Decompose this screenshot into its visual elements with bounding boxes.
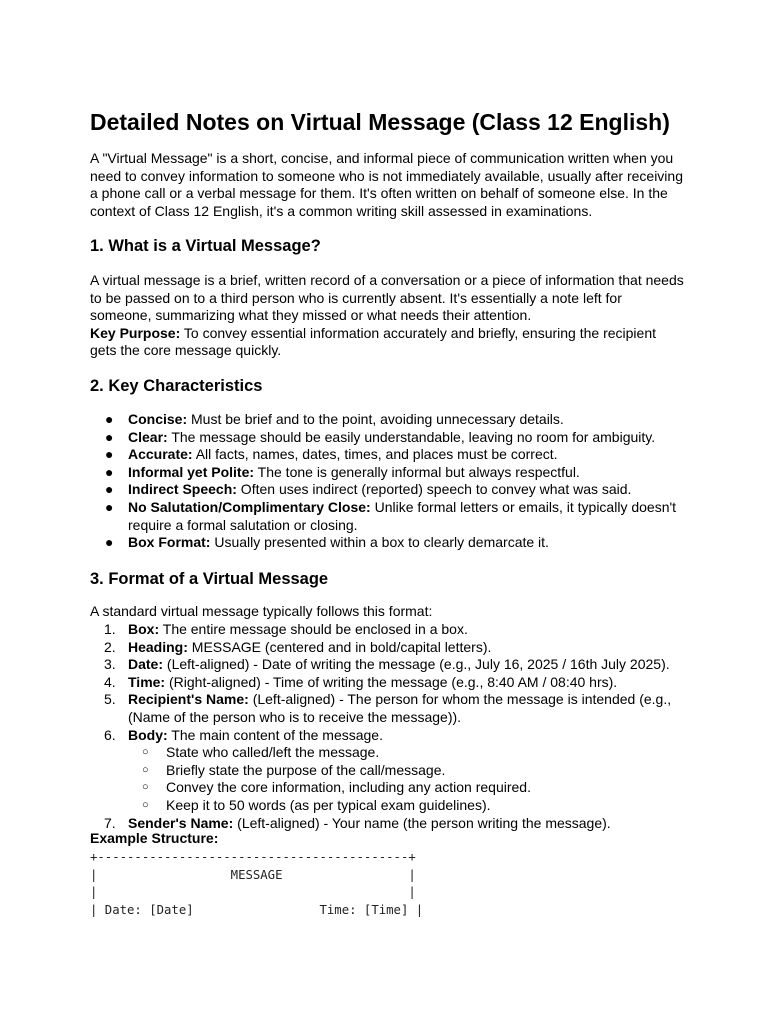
section-heading-format: 3. Format of a Virtual Message bbox=[90, 570, 329, 588]
step-number: 3. bbox=[104, 656, 116, 673]
sub-item-text: State who called/left the message. bbox=[166, 744, 380, 761]
format-steps-list bbox=[90, 621, 690, 832]
characteristics-list bbox=[90, 411, 690, 552]
list-item bbox=[90, 411, 690, 429]
step-label: Date: bbox=[128, 656, 164, 673]
example-structure-label: Example Structure: bbox=[90, 830, 219, 846]
item-text: Unlike formal letters or emails, it typically doesn't require a formal salutation or closing. bbox=[128, 498, 677, 533]
step-number: 4. bbox=[104, 673, 116, 690]
step-number: 1. bbox=[104, 621, 116, 637]
item-text: The tone is generally informal but always respectful. bbox=[254, 463, 580, 480]
intro-paragraph: A "Virtual Message" is a short, concise, and informal piece of communication written when you need to convey information to someone who is not immediately available, usually after receiving a phone call or a verbal message for them. It's often written on behalf of someone else. In the context of Class 12 English, it's a common writing skill assessed in examinations. bbox=[90, 150, 683, 219]
step-label: Box: bbox=[128, 621, 160, 637]
sub-item-text: Convey the core information, including any action required. bbox=[166, 779, 531, 796]
list-item bbox=[90, 639, 690, 657]
sub-item-text: Keep it to 50 words (as per typical exam guidelines). bbox=[166, 796, 491, 813]
list-item bbox=[90, 464, 690, 482]
list-item bbox=[90, 499, 690, 534]
key-purpose-label: Key Purpose: bbox=[90, 324, 181, 341]
format-intro: A standard virtual message typically follows this format: bbox=[90, 603, 433, 619]
section-what-is-body bbox=[90, 272, 685, 360]
list-item bbox=[90, 691, 690, 726]
item-text: Often uses indirect (reported) speech to convey what was said. bbox=[236, 481, 632, 498]
step-text: MESSAGE (centered and in bold/capital letters). bbox=[187, 638, 492, 655]
list-item bbox=[90, 727, 690, 815]
item-text: The message should be easily understandable, leaving no room for ambiguity. bbox=[167, 428, 656, 445]
sub-list-item bbox=[128, 744, 690, 762]
page-title: Detailed Notes on Virtual Message (Class 12 English) bbox=[90, 109, 670, 135]
step-label: Sender's Name: bbox=[128, 814, 234, 831]
circle-bullet-icon: ○ bbox=[142, 763, 149, 776]
example-message-box: +------------------------------------------+ | MESSAGE | | | | Date: [Date] Time: [Time] | bbox=[90, 850, 424, 918]
step-text: (Left-aligned) - The person for whom the message is intended (e.g., (Name of the person who is to receive the message)). bbox=[128, 691, 672, 725]
step-text: (Left-aligned) - Date of writing the message (e.g., July 16, 2025 / 16th July 2025). bbox=[163, 656, 670, 673]
step-label: Time: bbox=[128, 673, 166, 690]
step-number: 6. bbox=[104, 726, 116, 743]
item-label: Box Format: bbox=[128, 534, 211, 551]
item-label: Indirect Speech: bbox=[128, 481, 237, 498]
section-heading-characteristics: 2. Key Characteristics bbox=[90, 377, 263, 395]
step-label: Body: bbox=[128, 726, 168, 743]
list-item bbox=[90, 621, 690, 639]
step-label: Recipient's Name: bbox=[128, 691, 249, 708]
step-number: 2. bbox=[104, 638, 116, 655]
bullet-icon: ● bbox=[105, 534, 114, 551]
step-text: (Left-aligned) - Your name (the person writing the message). bbox=[233, 814, 611, 831]
what-is-text: A virtual message is a brief, written record of a conversation or a piece of information that needs to be passed on to a third person who is currently absent. It's essentially a note left for someone, summarizing what they missed or what needs their attention. bbox=[90, 272, 684, 324]
step-number: 5. bbox=[104, 691, 116, 708]
body-subitems-list bbox=[128, 744, 690, 814]
bullet-icon: ● bbox=[105, 481, 114, 498]
key-purpose-text: To convey essential information accurately and briefly, ensuring the recipient gets the core message quickly. bbox=[90, 324, 656, 359]
bullet-icon: ● bbox=[105, 428, 114, 445]
bullet-icon: ● bbox=[105, 463, 114, 480]
step-label: Heading: bbox=[128, 638, 188, 655]
circle-bullet-icon: ○ bbox=[142, 781, 149, 794]
list-item bbox=[90, 674, 690, 692]
item-label: No Salutation/Complimentary Close: bbox=[128, 498, 371, 515]
list-item bbox=[90, 446, 690, 464]
step-number: 7. bbox=[104, 814, 116, 831]
sub-list-item bbox=[128, 797, 690, 815]
item-text: Must be brief and to the point, avoiding unnecessary details. bbox=[187, 411, 564, 427]
step-text: The main content of the message. bbox=[167, 726, 383, 743]
sub-list-item bbox=[128, 779, 690, 797]
item-text: All facts, names, dates, times, and places must be correct. bbox=[192, 446, 558, 463]
item-text: Usually presented within a box to clearly demarcate it. bbox=[210, 534, 549, 551]
item-label: Informal yet Polite: bbox=[128, 463, 255, 480]
list-item bbox=[90, 429, 690, 447]
bullet-icon: ● bbox=[105, 446, 114, 463]
bullet-icon: ● bbox=[105, 411, 114, 427]
circle-bullet-icon: ○ bbox=[142, 746, 149, 759]
step-text: (Right-aligned) - Time of writing the message (e.g., 8:40 AM / 08:40 hrs). bbox=[165, 673, 618, 690]
step-text: The entire message should be enclosed in a box. bbox=[159, 621, 468, 637]
list-item bbox=[90, 534, 690, 552]
circle-bullet-icon: ○ bbox=[142, 798, 149, 811]
item-label: Clear: bbox=[128, 428, 168, 445]
item-label: Accurate: bbox=[128, 446, 193, 463]
list-item bbox=[90, 656, 690, 674]
bullet-icon: ● bbox=[105, 498, 114, 515]
sub-list-item bbox=[128, 762, 690, 780]
list-item bbox=[90, 481, 690, 499]
section-heading-what-is: 1. What is a Virtual Message? bbox=[90, 237, 321, 255]
sub-item-text: Briefly state the purpose of the call/message. bbox=[166, 761, 446, 778]
item-label: Concise: bbox=[128, 411, 188, 427]
